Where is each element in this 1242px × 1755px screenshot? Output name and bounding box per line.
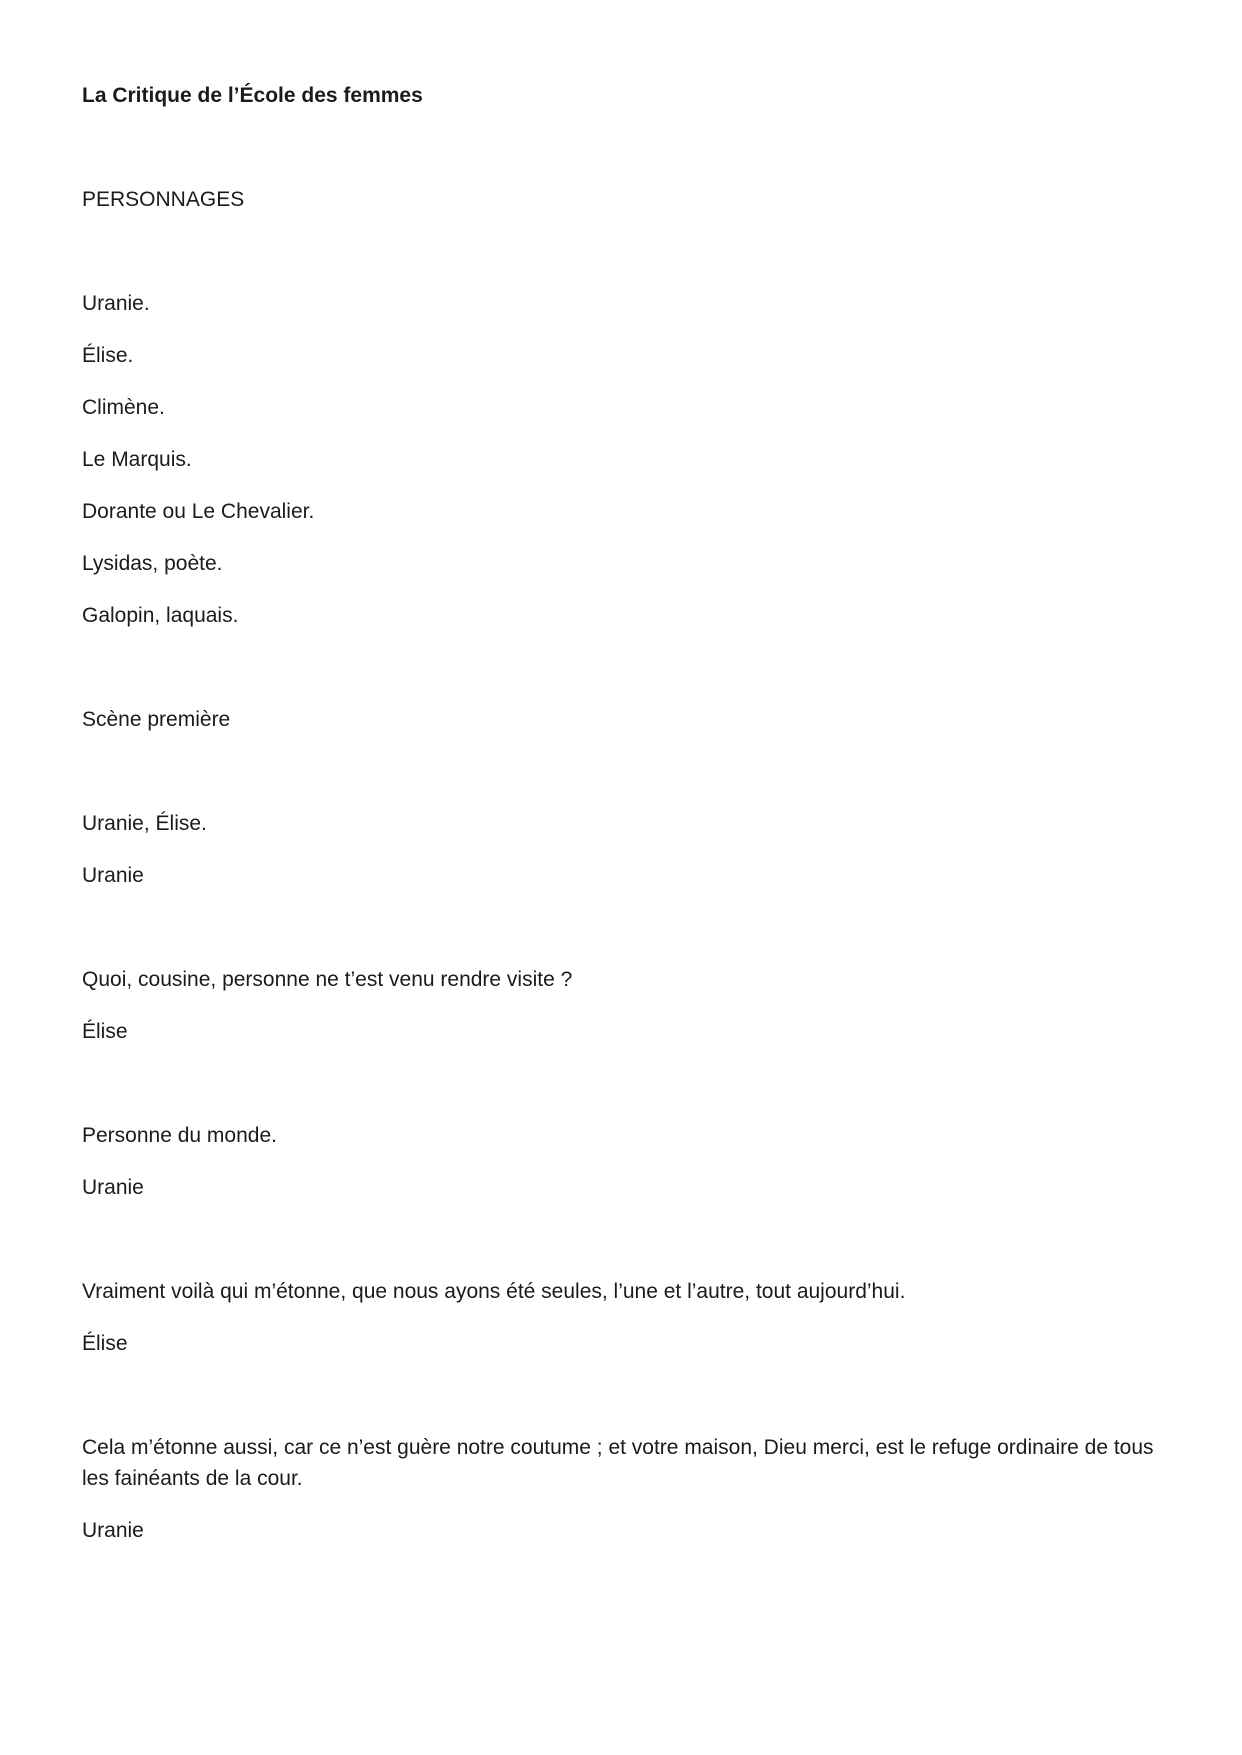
character-name: Climène. xyxy=(82,396,165,419)
personnages-heading: PERSONNAGES xyxy=(82,188,245,211)
blank-line xyxy=(82,912,1164,943)
speaker-name: Élise xyxy=(82,1332,128,1355)
character-name: Le Marquis. xyxy=(82,448,192,471)
character-name: Lysidas, poète. xyxy=(82,552,223,575)
blank-line xyxy=(82,1224,1164,1255)
blank-line xyxy=(82,1380,1164,1411)
scene-heading: Scène première xyxy=(82,708,231,731)
blank-line xyxy=(82,236,1164,267)
dialogue-line: Cela m’étonne aussi, car ce n’est guère notre coutume ; et votre maison, Dieu merci, est le refuge ordinaire de tous les fainéants de la cour. xyxy=(82,1436,1154,1490)
character-name: Dorante ou Le Chevalier. xyxy=(82,500,315,523)
dialogue-line: Personne du monde. xyxy=(82,1124,277,1147)
character-name: Élise. xyxy=(82,344,134,367)
document-title: La Critique de l’École des femmes xyxy=(82,84,423,107)
blank-line xyxy=(82,756,1164,787)
character-name: Galopin, laquais. xyxy=(82,604,239,627)
document-content xyxy=(82,80,1164,1546)
speaker-name: Uranie xyxy=(82,1176,144,1199)
blank-line xyxy=(82,652,1164,683)
blank-line xyxy=(82,132,1164,163)
scene-speakers: Uranie, Élise. xyxy=(82,812,207,835)
character-name: Uranie. xyxy=(82,292,150,315)
speaker-name: Uranie xyxy=(82,864,144,887)
dialogue-line: Quoi, cousine, personne ne t’est venu rendre visite ? xyxy=(82,968,573,991)
speaker-name: Élise xyxy=(82,1020,128,1043)
blank-line xyxy=(82,1068,1164,1099)
dialogue-line: Vraiment voilà qui m’étonne, que nous ayons été seules, l’une et l’autre, tout aujourd’hui. xyxy=(82,1280,906,1303)
speaker-name: Uranie xyxy=(82,1519,144,1542)
